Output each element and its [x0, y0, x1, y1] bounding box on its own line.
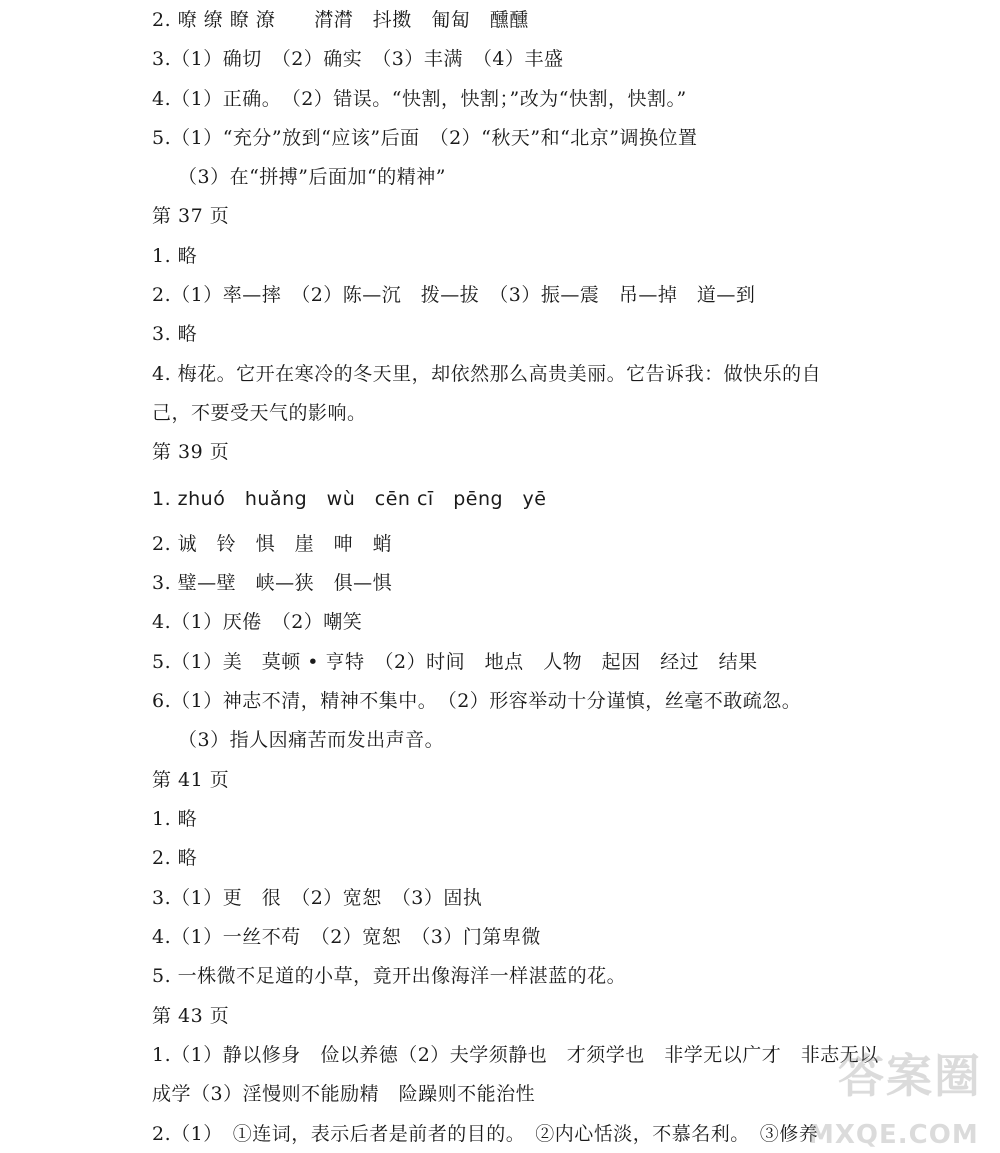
answer-line: 5.（1）美 莫顿 • 亨特 （2）时间 地点 人物 起因 经过 结果: [152, 651, 758, 673]
answer-line: 1. 略: [152, 808, 198, 830]
answer-line: 成学（3）淫慢则不能励精 险躁则不能治性: [152, 1083, 536, 1105]
answer-line: 1.（1）静以修身 俭以养德（2）夫学须静也 才须学也 非学无以广才 非志无以: [152, 1044, 879, 1066]
answer-line: （3）指人因痛苦而发出声音。: [178, 729, 445, 751]
answer-line: 4.（1）厌倦 （2）嘲笑: [152, 611, 363, 633]
answer-line: 5. 一株微不足道的小草，竟开出像海洋一样湛蓝的花。: [152, 965, 627, 987]
answer-line: 6.（1）神志不清，精神不集中。 （2）形容举动十分谨慎，丝毫不敢疏忽。: [152, 690, 802, 712]
answer-line: 2. 嘹 缭 瞭 潦 潸潸 抖擞 匍匐 醺醺: [152, 9, 529, 31]
page-section-heading: 第 37 页: [152, 205, 230, 227]
answer-line: 3.（1）更 很 （2）宽恕 （3）固执: [152, 887, 483, 909]
answer-line: 5.（1）“充分”放到“应该”后面 （2）“秋天”和“北京”调换位置: [152, 127, 698, 149]
answer-line: 2.（1） ①连词，表示后者是前者的目的。 ②内心恬淡，不慕名利。 ③修养: [152, 1123, 819, 1145]
answer-line: 3. 略: [152, 323, 198, 345]
page-section-heading: 第 43 页: [152, 1005, 230, 1027]
answer-line: 己，不要受天气的影响。: [152, 402, 367, 424]
watermark-url: MXQE.COM: [808, 1120, 979, 1150]
answer-line: 3. 璧—壁 峡—狭 俱—惧: [152, 572, 393, 594]
answer-line: 3.（1）确切 （2）确实 （3）丰满 （4）丰盛: [152, 48, 564, 70]
answer-line: 4.（1）一丝不苟 （2）宽恕 （3）门第卑微: [152, 926, 541, 948]
page-section-heading: 第 41 页: [152, 769, 230, 791]
answer-line: 2. 略: [152, 847, 198, 869]
page-section-heading: 第 39 页: [152, 441, 230, 463]
answer-line: 2. 诚 铃 惧 崖 呻 蛸: [152, 533, 393, 555]
answer-line: （3）在“拼搏”后面加“的精神”: [178, 166, 446, 188]
answer-line: 2.（1）率—摔 （2）陈—沉 拨—拔 （3）振—震 吊—掉 道—到: [152, 284, 756, 306]
answer-line: 1. 略: [152, 245, 198, 267]
pinyin-line: 1. zhuó huǎng wù cēn cī pēng yē: [152, 488, 547, 510]
watermark-logo: 答案圈: [838, 1049, 982, 1103]
answer-line: 4. 梅花。它开在寒冷的冬天里，却依然那么高贵美丽。它告诉我：做快乐的自: [152, 363, 822, 385]
answer-line: 4.（1）正确。 （2）错误。“快割，快割；”改为“快割，快割。”: [152, 88, 687, 110]
